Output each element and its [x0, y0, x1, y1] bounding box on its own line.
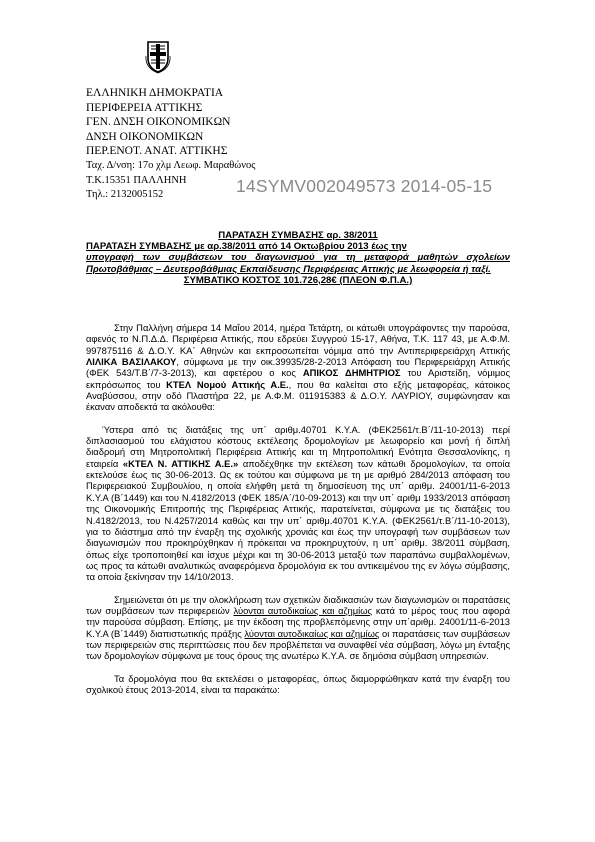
header-line-directorate: ΔΝΣΗ ΟΙΚΟΝΟΜΙΚΩΝ — [86, 130, 204, 143]
header-line-region: ΠΕΡΙΦΕΡΕΙΑ ΑΤΤΙΚΗΣ — [86, 101, 203, 114]
document-title — [86, 230, 510, 286]
paragraph-termination: Σημειώνεται ότι με την ολοκλήρωση των σχετικών διαδικασιών των διαγωνισμών οι παρατάσεις των συμβάσεων των περιφερειών λύονται αυτοδικαίως και αζημίως κατά το μέρος τους που αφορά την παρούσα σύμβαση. Επίσης, με την έκδοση της προβλεπόμενης στην υπ΄αριθμ. 24001/11-6-2013 Κ.Υ.Α (Β΄1449) διαπιστωτικής πράξης λύονται αυτοδικαίως και αζημίως οι παρατάσεις των συμβάσεων των περιφερειών στις περιπτώσεις που δεν προβλέπεται να συναφθεί νέα σύμβαση, λόγω μη ένταξης των δρομολογίων σύμφωνα με τους όρους της ανωτέρω Κ.Υ.Α. σε δημόσια σύμβαση υπηρεσιών. — [86, 593, 510, 662]
header-line-republic: ΕΛΛΗΝΙΚΗ ΔΗΜΟΚΡΑΤΙΑ — [86, 87, 224, 99]
title-contract-cost: ΣΥΜΒΑΤΙΚΟ ΚΟΣΤΟΣ 101.726,28€ (ΠΛΕΟΝ Φ.Π.Α.) — [183, 274, 413, 286]
title-extension-line: ΠΑΡΑΤΑΣΗ ΣΥΜΒΑΣΗΣ με αρ.38/2011 από 14 Οκτωβρίου 2013 έως την — [86, 241, 407, 253]
paragraph-legal-basis: Ύστερα από τις διατάξεις της υπ΄ αριθμ.40701 Κ.Υ.Α. (ΦΕΚ2561/τ.Β΄/11-10-2013) περί διπλασιασμού του ελάχιστου κόστους εκτέλεσης δρομολογίων με λεωφορείο και μονή ή διπλή διαδρομή στη Μητροπολιτική Περιφέρεια Αττικής και τη Μητροπολιτική Ενότητα Θεσσαλονίκης, η εταιρεία «ΚΤΕΛ Ν. ΑΤΤΙΚΗΣ Α.Ε.» αποδέχθηκε την εκτέλεση των κάτωθι δρομολογίων, τα οποία εκτελούσε έως τις 30-06-2013. Ως εκ τούτου και σύμφωνα με τη με αριθμό 284/2013 απόφαση του Περιφερειακού Συμβουλίου, η οποία ελήφθη μετά τη δημοσίευση της υπ΄ αριθμ. 24001/11-6-2013 Κ.Υ.Α (Β΄1449) και του Ν.4182/2013 (ΦΕΚ 185/Α΄/10-09-2013) και την υπ΄ αριθμ 1933/2013 απόφαση της Οικονομικής Επιτροπής της Περιφέρειας Αττικής, παρατείνεται, σύμφωνα με τις διατάξεις του Ν.4182/2013, του Ν.4257/2014 καθώς και την υπ΄ αριθμ.40701 Κ.Υ.Α. (ΦΕΚ2561/τ.Β΄/11-10-2013), για το διάστημα από την έναρξη της σχολικής χρονιάς και έως την υπογραφή των συμβάσεων των διαγωνισμών που προκηρύχθηκαν ή πρόκειται να προκηρυχτούν, η υπ΄ αριθμ. 38/2011 σύμβαση, όπως είχε τροποποιηθεί και ίσχυε μέχρι και τη 30-06-2013 μεταξύ των παραπάνω συμβαλλομένων, ως προς τα κάτωθι αναλυτικώς αναφερόμενα δρομολόγια εκ του αντικειμένου της εν λόγω σύμβασης, τα οποία ξεκίνησαν την 14/10/2013. — [86, 423, 511, 583]
contractor-company-name: ΚΤΕΛ Νομού Αττικής Α.Ε. — [166, 378, 289, 390]
header-line-phone: Τηλ.: 2132005152 — [86, 189, 164, 201]
adam-stamp: 14SYMV002049573 2014-05-15 — [236, 176, 493, 196]
contractor-representative-name: ΑΠΙΚΟΣ ΔΗΜΗΤΡΙΟΣ — [302, 367, 401, 379]
header-line-regional-unit: ΠΕΡ.ΕΝΟΤ. ΑΝΑΤ. ΑΤΤΙΚΗΣ — [86, 145, 228, 158]
paragraph-parties: Στην Παλλήνη σήμερα 14 Μαΐου 2014, ημέρα Τετάρτη, οι κάτωθι υπογράφοντες την παρούσα, αφενός το Ν.Π.Δ.Δ. Περιφέρεια Αττικής, που εδρεύει Συγγρού 15-17, Αθήνα, Τ.Κ. 117 43, με Α.Φ.Μ. 997875116 & Δ.Ο.Υ. ΚΑ΄ Αθηνών και εκπροσωπείται νόμιμα από την Αντιπεριφερειάρχη Αττικής ΛΙΛΙΚΑ ΒΑΣΙΛΑΚΟΥ, σύμφωνα με την οικ.39935/28-2-2013 Απόφαση του Περιφερειάρχη Αττικής (ΦΕΚ 543/Τ.Β΄/7-3-2013), και αφετέρου ο κος ΑΠΙΚΟΣ ΔΗΜΗΤΡΙΟΣ του Αριστείδη, νόμιμος εκπρόσωπος του ΚΤΕΛ Νομού Αττικής Α.Ε., που θα καλείται στο εξής μεταφορέας, κάτοικος Αναβύσσου, στην οδό Πλαστήρα 22, με Α.Φ.Μ. 011915383 & Δ.Ο.Υ. ΛΑΥΡΙΟΥ, συμφώνησαν και έκαναν αποδεκτά τα ακόλουθα: — [86, 322, 510, 413]
header-line-gen-directorate: ΓΕΝ. ΔΝΣΗ ΟΙΚΟΝΟΜΙΚΩΝ — [86, 116, 231, 129]
header-line-address: Ταχ. Δ/νση: 17ο χλμ Λεωφ. Μαραθώνος — [86, 159, 256, 171]
issuer-header — [86, 86, 255, 203]
vice-governor-name: ΛΙΛΙΚΑ ΒΑΣΙΛΑΚΟΥ — [86, 356, 177, 368]
title-contract-number: ΠΑΡΑΤΑΣΗ ΣΥΜΒΑΣΗΣ αρ. 38/2011 — [218, 230, 378, 241]
paragraph-routes-intro: Τα δρομολόγια που θα εκτελέσει ο μεταφορέας, όπως διαμορφώθηκαν κατά την έναρξη του σχολικού έτους 2013-2014, είναι τα παρακάτω: — [86, 672, 510, 695]
termination-phrase-2: λύονται αυτοδικαίως και αζημίως — [244, 627, 380, 639]
title-subject: υπογραφή των συμβάσεων του διαγωνισμού για τη μεταφορά μαθητών σχολείων Πρωτοβάθμιας – Δευτεροβάθμιας Εκπαίδευσης Περιφέρειας Αττικής με λεωφορεία ή ταξί. — [86, 252, 510, 275]
termination-phrase-1: λύονται αυτοδικαίως και αζημίως — [233, 604, 373, 616]
company-name-quoted: «ΚΤΕΛ Ν. ΑΤΤΙΚΗΣ Α.Ε.» — [122, 457, 239, 469]
document-body — [86, 322, 510, 706]
greek-emblem-icon — [145, 40, 171, 74]
header-line-postcode: Τ.Κ.15351 ΠΑΛΛΗΝΗ — [86, 174, 187, 186]
